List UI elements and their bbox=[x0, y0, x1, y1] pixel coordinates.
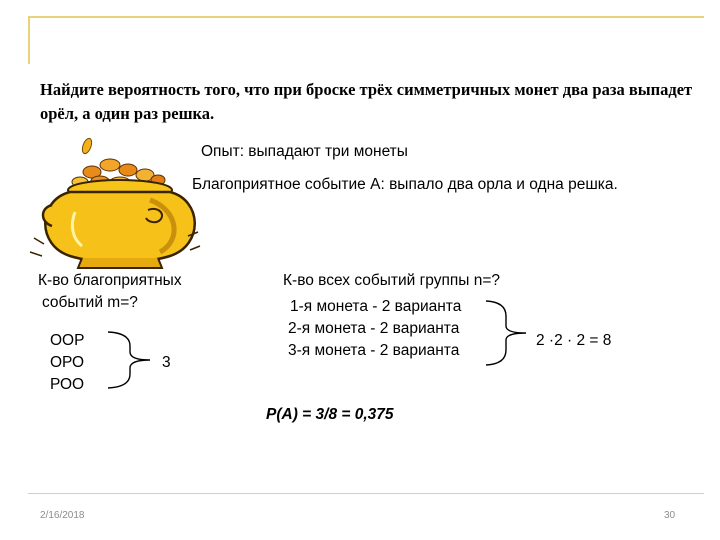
coin-variant-line: 2-я монета - 2 варианта bbox=[288, 320, 460, 337]
favorable-count-label-line2: событий m=? bbox=[42, 294, 138, 311]
experiment-text: Опыт: выпадают три монеты bbox=[201, 143, 408, 160]
footer-date: 2/16/2018 bbox=[40, 510, 85, 521]
favorable-event-text: Благоприятное событие А: выпало два орла и одна решка. bbox=[192, 176, 618, 193]
probability-result: P(A) = 3/8 = 0,375 bbox=[266, 406, 394, 423]
coin-variant-line: 1-я монета - 2 варианта bbox=[290, 298, 462, 315]
outcome-item: ОРО bbox=[50, 354, 85, 371]
total-count-label: К-во всех событий группы n=? bbox=[283, 272, 500, 289]
right-bracket-icon bbox=[486, 301, 526, 365]
problem-statement: Найдите вероятность того, что при броске трёх симметричных монет два раза выпадет орёл, а один раз решка. bbox=[40, 80, 693, 123]
footer-page-number: 30 bbox=[664, 510, 676, 521]
left-bracket-icon bbox=[108, 332, 150, 388]
favorable-count-label-line1: К-во благоприятных bbox=[38, 272, 182, 289]
favorable-count-value: 3 bbox=[162, 354, 171, 371]
outcome-item: ООР bbox=[50, 332, 85, 349]
coin-variant-line: 3-я монета - 2 варианта bbox=[288, 342, 460, 359]
product-calculation: 2 ·2 · 2 = 8 bbox=[536, 332, 612, 349]
outcome-item: РОО bbox=[50, 376, 85, 393]
